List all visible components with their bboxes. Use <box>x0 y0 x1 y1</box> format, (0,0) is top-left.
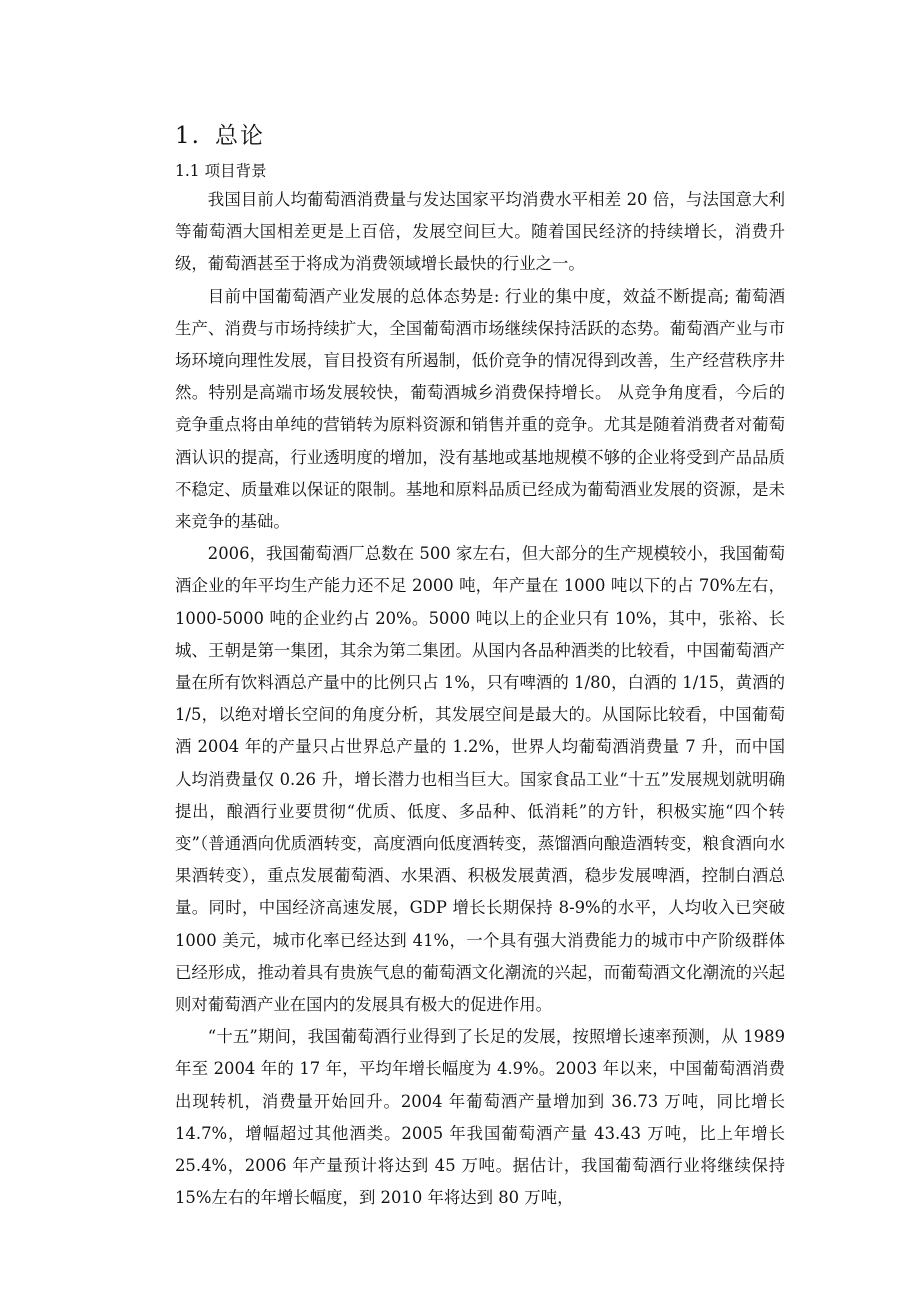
paragraph: 2006，我国葡萄酒厂总数在 500 家左右，但大部分的生产规模较小，我国葡萄酒企业的年平均生产能力还不足 2000 吨，年产量在 1000 吨以下的占 70%左右，1000-5000 吨的企业约占 20%。5000 吨以上的企业只有 10%，其中，张裕、长城、王朝是第一集团，其余为第二集团。从国内各品种酒类的比较看，中国葡萄酒产量在所有饮料酒总产量中的比例只占 1%，只有啤酒的 1/80，白酒的 1/15，黄酒的 1/5，以绝对增长空间的角度分析，其发展空间是最大的。从国际比较看，中国葡萄酒 2004 年的产量只占世界总产量的 1.2%，世界人均葡萄酒消费量 7 升，而中国人均消费量仅 0.26 升，增长潜力也相当巨大。国家食品工业“十五”发展规划就明确提出，酿酒行业要贯彻“优质、低度、多品种、低消耗”的方针，积极实施“四个转变”（普通酒向优质酒转变，高度酒向低度酒转变，蒸馏酒向酿造酒转变，粮食酒向水果酒转变），重点发展葡萄酒、水果酒、积极发展黄酒，稳步发展啤酒，控制白酒总量。同时，中国经济高速发展，GDP 增长长期保持 8-9%的水平，人均收入已突破 1000 美元，城市化率已经达到 41%，一个具有强大消费能力的城市中产阶级群体已经形成，推动着具有贵族气息的葡萄酒文化潮流的兴起，而葡萄酒文化潮流的兴起则对葡萄酒产业在国内的发展具有极大的促进作用。 <box>175 544 785 1015</box>
document-body <box>175 120 785 1215</box>
paragraph: 我国目前人均葡萄酒消费量与发达国家平均消费水平相差 20 倍，与法国意大利等葡萄酒大国相差更是上百倍，发展空间巨大。随着国民经济的持续增长，消费升级，葡萄酒甚至于将成为消费领域增长最快的行业之一。 <box>175 190 785 274</box>
section-number: 1. <box>175 123 201 149</box>
section-heading <box>175 120 785 152</box>
paragraph: 目前中国葡萄酒产业发展的总体态势是: 行业的集中度，效益不断提高; 葡萄酒生产、消费与市场持续扩大，全国葡萄酒市场继续保持活跃的态势。葡萄酒产业与市场环境向理性发展，盲目投资有所遏制，低价竞争的情况得到改善，生产经营秩序井然。特别是高端市场发展较快，葡萄酒城乡消费保持增长。 从竞争角度看，今后的竞争重点将由单纯的营销转为原料资源和销售并重的竞争。尤其是随着消费者对葡萄酒认识的提高，行业透明度的增加，没有基地或基地规模不够的企业将受到产品品质不稳定、质量难以保证的限制。基地和原料品质已经成为葡萄酒业发展的资源，是未来竞争的基础。 <box>175 286 785 532</box>
subsection-heading: 1.1 项目背景 <box>175 162 267 180</box>
paragraph: “十五”期间，我国葡萄酒行业得到了长足的发展，按照增长速率预测，从 1989 年至 2004 年的 17 年，平均年增长幅度为 4.9%。2003 年以来，中国葡萄酒消费出现转机，消费量开始回升。2004 年葡萄酒产量增加到 36.73 万吨，同比增长 14.7%，增幅超过其他酒类。2005 年我国葡萄酒产量 43.43 万吨，比上年增长 25.4%，2006 年产量预计将达到 45 万吨。据估计，我国葡萄酒行业将继续保持 15%左右的年增长幅度，到 2010 年将达到 80 万吨， <box>175 1027 785 1208</box>
section-title: 总论 <box>215 123 265 149</box>
